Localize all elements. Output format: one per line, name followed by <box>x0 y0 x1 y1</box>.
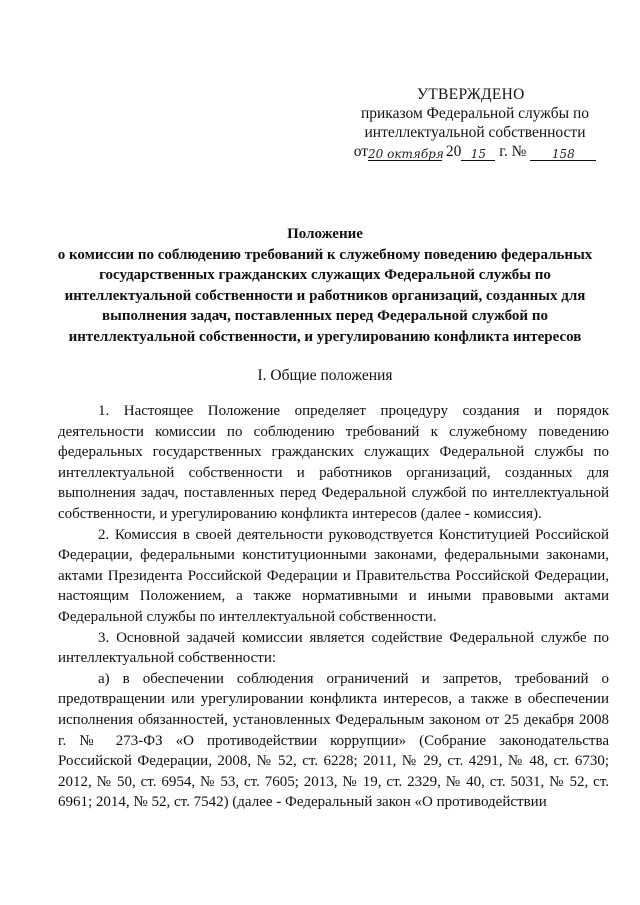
approval-number-sign: № <box>511 143 527 160</box>
approval-line-2: интеллектуальной собственности <box>364 124 586 141</box>
paragraph-3a: а) в обеспечении соблюдения ограничений и запретов, требований о предотвращении или урегулировании конфликта интересов, а также в обеспечении исполнения обязанностей, установленных Федеральным законом от 25 декабря 2008 г. № 273-ФЗ «О противодействии коррупции» (Собрание законодательства Российской Федерации, 2008, № 52, ст. 6228; 2011, № 29, ст. 4291, № 48, ст. 6730; 2012, № 50, ст. 6954, № 53, ст. 7605; 2013, № 19, ст. 2329, № 40, ст. 5031, № 52, ст. 6961; 2014, № 52, ст. 7542) (далее - Федеральный закон «О противодействии <box>58 670 609 811</box>
handwritten-date: 20 октября <box>368 147 444 161</box>
handwritten-number: 158 <box>551 147 575 161</box>
paragraph-3: 3. Основной задачей комиссии является содействие Федеральной службе по интеллектуальной собственности: <box>58 629 609 667</box>
approval-line-1: приказом Федеральной службы по <box>360 105 590 122</box>
document-title <box>40 224 610 347</box>
approval-title: УТВЕРЖДЕНО <box>417 86 525 103</box>
paragraph-2: 2. Комиссия в своей деятельности руководствуется Конституцией Российской Федерации, федеральными конституционными законами, федеральными законами, актами Президента Российской Федерации и Правительства Российской Федерации, настоящим Положением, а также нормативными и иными правовыми актами Федеральной службы по интеллектуальной собственности. <box>58 526 609 625</box>
approval-year-suffix: г. <box>499 143 508 160</box>
document-body <box>58 401 609 813</box>
handwritten-year: 15 <box>470 147 487 161</box>
paragraph-1: 1. Настоящее Положение определяет процедуру создания и порядок деятельности комиссии по соблюдению требований к служебному поведению федеральных государственных гражданских служащих Федеральной службы по интеллектуальной собственности и работников организаций, созданных для выполнения задач, поставленных перед Федеральной службой по интеллектуальной собственности, и урегулированию конфликта интересов (далее - комиссия). <box>58 403 609 522</box>
approval-year-prefix: 20 <box>445 143 462 160</box>
approval-stamp <box>335 85 605 161</box>
document-heading: Положение <box>287 226 363 242</box>
document-title-line: государственных гражданских служащих Федеральной службы по <box>99 267 551 283</box>
document-title-line: о комиссии по соблюдению требований к служебному поведению федеральных <box>57 246 593 263</box>
document-title-line: интеллектуальной собственности и работников организаций, созданных для <box>64 287 586 304</box>
document-title-line: выполнения задач, поставленных перед Федеральной службой по <box>102 308 548 324</box>
section-title: I. Общие положения <box>257 367 393 384</box>
approval-from: от <box>353 143 369 160</box>
approval-date-line <box>335 142 605 161</box>
document-title-line: интеллектуальной собственности, и урегулированию конфликта интересов <box>68 328 582 345</box>
